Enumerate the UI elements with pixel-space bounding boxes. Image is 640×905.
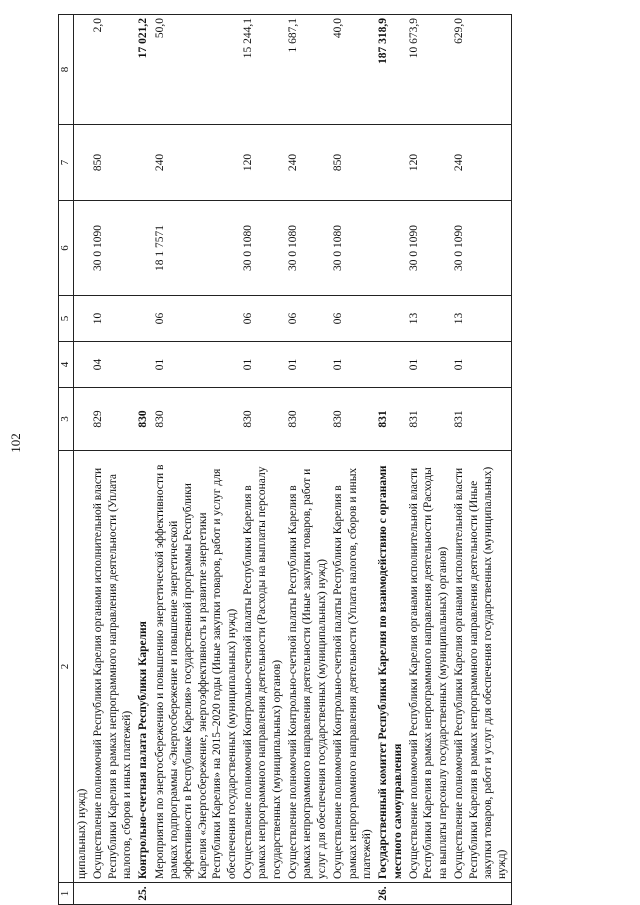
cell-rz xyxy=(375,342,406,388)
cell-gr xyxy=(73,388,90,451)
cell-rz: 01 xyxy=(240,342,285,388)
cell-desc: Контрольно-счетная палата Республики Карелия xyxy=(135,451,151,883)
cell-desc: Осуществление полномочий Республики Карелия органами исполнительной власти Республики Карелия в рамках непрограммного направления деятельности (Иные закупки товаров, работ и услуг для обеспечения государственных (муниципальных) нужд) xyxy=(451,451,511,883)
section-row xyxy=(135,15,151,905)
cell-sum: 15 244,1 xyxy=(240,15,285,125)
cell-pr: 06 xyxy=(330,296,375,342)
cell-vr xyxy=(135,125,151,201)
table-row xyxy=(240,15,285,905)
cell-pr: 06 xyxy=(152,296,240,342)
col-header: 5 xyxy=(59,296,74,342)
cell-gr: 829 xyxy=(90,388,135,451)
page-number: 102 xyxy=(8,433,23,453)
cell-rz: 01 xyxy=(406,342,451,388)
col-header: 6 xyxy=(59,201,74,296)
col-header: 7 xyxy=(59,125,74,201)
cell-sum xyxy=(73,15,90,125)
cell-num xyxy=(240,883,285,905)
cell-cs xyxy=(135,201,151,296)
cell-num xyxy=(330,883,375,905)
col-header: 3 xyxy=(59,388,74,451)
cell-desc: Государственный комитет Республики Карелия по взаимодействию с органами местного самоуправления xyxy=(375,451,406,883)
budget-table xyxy=(58,14,512,905)
cell-rz: 01 xyxy=(152,342,240,388)
cell-num xyxy=(90,883,135,905)
cell-sum: 629,0 xyxy=(451,15,511,125)
cell-rz: 01 xyxy=(285,342,330,388)
cell-rz xyxy=(73,342,90,388)
cell-cs xyxy=(73,201,90,296)
cell-sum: 10 673,9 xyxy=(406,15,451,125)
cell-sum: 17 021,2 xyxy=(135,15,151,125)
cell-desc: ципальных) нужд) xyxy=(73,451,90,883)
cell-rz: 01 xyxy=(451,342,511,388)
cell-cs: 30 0 1090 xyxy=(406,201,451,296)
cell-sum: 40,0 xyxy=(330,15,375,125)
cell-vr: 240 xyxy=(285,125,330,201)
cell-vr: 120 xyxy=(240,125,285,201)
cell-vr: 120 xyxy=(406,125,451,201)
cell-cs: 18 1 7571 xyxy=(152,201,240,296)
table-row xyxy=(152,15,240,905)
cell-num xyxy=(406,883,451,905)
cell-gr: 831 xyxy=(375,388,406,451)
cell-gr: 830 xyxy=(285,388,330,451)
table-row xyxy=(406,15,451,905)
cell-sum: 2,0 xyxy=(90,15,135,125)
table-row xyxy=(73,15,90,905)
col-header: 8 xyxy=(59,15,74,125)
col-header: 2 xyxy=(59,451,74,883)
col-header: 1 xyxy=(59,883,74,905)
cell-num xyxy=(285,883,330,905)
cell-pr: 06 xyxy=(285,296,330,342)
cell-vr: 240 xyxy=(451,125,511,201)
cell-pr xyxy=(73,296,90,342)
cell-vr: 850 xyxy=(90,125,135,201)
cell-rz: 04 xyxy=(90,342,135,388)
cell-desc: Осуществление полномочий Республики Карелия органами исполнительной власти Республики Карелия в рамках непрограммного направления деятельности (Уплата налогов, сборов и иных платежей) xyxy=(90,451,135,883)
cell-pr xyxy=(135,296,151,342)
cell-sum: 50,0 xyxy=(152,15,240,125)
cell-gr: 831 xyxy=(451,388,511,451)
cell-sum: 187 318,9 xyxy=(375,15,406,125)
cell-num: 26. xyxy=(375,883,406,905)
cell-cs: 30 0 1080 xyxy=(285,201,330,296)
cell-cs xyxy=(375,201,406,296)
cell-pr: 13 xyxy=(451,296,511,342)
rotated-table-container xyxy=(58,5,618,905)
column-header-row xyxy=(59,15,74,905)
cell-cs: 30 0 1090 xyxy=(451,201,511,296)
cell-vr: 850 xyxy=(330,125,375,201)
cell-num: 25. xyxy=(135,883,151,905)
cell-rz xyxy=(135,342,151,388)
cell-vr xyxy=(375,125,406,201)
cell-cs: 30 0 1090 xyxy=(90,201,135,296)
table-row xyxy=(90,15,135,905)
cell-desc: Осуществление полномочий Контрольно-счетной палаты Республики Карелия в рамках непрограммного направления деятельности (Иные закупки товаров, работ и услуг для обеспечения государственных (муниципальных) нужд) xyxy=(285,451,330,883)
col-header: 4 xyxy=(59,342,74,388)
table-row xyxy=(451,15,511,905)
cell-gr: 830 xyxy=(240,388,285,451)
cell-vr xyxy=(73,125,90,201)
cell-pr: 10 xyxy=(90,296,135,342)
cell-gr: 831 xyxy=(406,388,451,451)
table-row xyxy=(330,15,375,905)
cell-pr: 06 xyxy=(240,296,285,342)
cell-desc: Осуществление полномочий Контрольно-счетной палаты Республики Карелия в рамках непрограммного направления деятельности (Расходы на выплаты персоналу государственных (муниципальных) органов) xyxy=(240,451,285,883)
cell-num xyxy=(152,883,240,905)
cell-num xyxy=(451,883,511,905)
cell-cs: 30 0 1080 xyxy=(330,201,375,296)
table-row xyxy=(285,15,330,905)
cell-gr: 830 xyxy=(330,388,375,451)
cell-num xyxy=(73,883,90,905)
cell-sum: 1 687,1 xyxy=(285,15,330,125)
cell-rz: 01 xyxy=(330,342,375,388)
cell-pr: 13 xyxy=(406,296,451,342)
cell-vr: 240 xyxy=(152,125,240,201)
cell-desc: Осуществление полномочий Контрольно-счетной палаты Республики Карелия в рамках непрограммного направления деятельности (Уплата налогов, сборов и иных платежей) xyxy=(330,451,375,883)
cell-pr xyxy=(375,296,406,342)
cell-desc: Осуществление полномочий Республики Карелия органами исполнительной власти Республики Карелия в рамках непрограммного направления деятельности (Расходы на выплаты персоналу государственных (муниципальных) органов) xyxy=(406,451,451,883)
cell-desc: Мероприятия по энергосбережению и повышению энергетической эффективности в рамках подпрограммы «Энергосбережение и повышение энергетической эффективности в Республике Карелия» государственной программы Республики Карелия «Энергосбережение, энергоэффективность и развитие энергетики Республики Карелия» на 2015–2020 годы (Иные закупки товаров, работ и услуг для обеспечения государственных (муниципальных) нужд) xyxy=(152,451,240,883)
section-row xyxy=(375,15,406,905)
cell-cs: 30 0 1080 xyxy=(240,201,285,296)
cell-gr: 830 xyxy=(152,388,240,451)
cell-gr: 830 xyxy=(135,388,151,451)
